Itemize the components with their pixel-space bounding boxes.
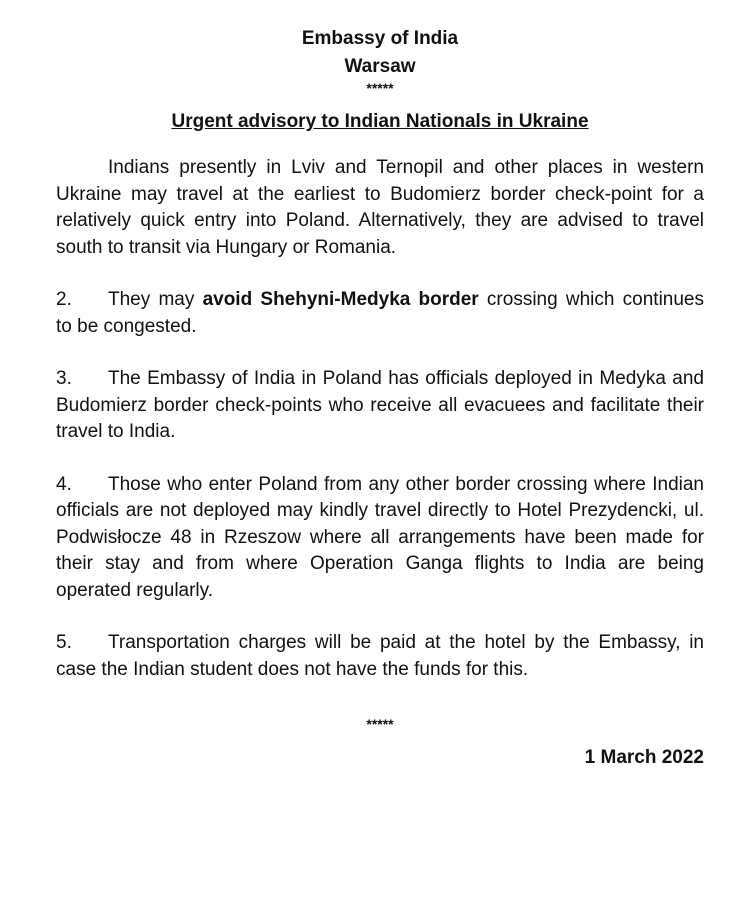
paragraph-2-number: 2. [56,289,72,310]
document-header [56,25,704,81]
paragraph-3-text: The Embassy of India in Poland has officials deployed in Medyka and Budomierz border check-points who receive all evacuees and facilitate their travel to India. [56,368,704,442]
paragraph-4-number: 4. [56,473,72,495]
advisory-title: Urgent advisory to Indian Nationals in Ukraine [171,111,589,132]
paragraph-4-text: Those who enter Poland from any other border crossing where Indian officials are not deployed may kindly travel directly to Hotel Prezydencki, ul. Podwisłocze 48 in Rzeszow where all arrangements have been made for their stay and from where Operation Ganga flights to India are being operated regularly. [56,473,704,601]
embassy-name: Embassy of India [301,28,459,49]
paragraph-3-number: 3. [56,368,72,389]
embassy-city: Warsaw [344,56,416,77]
header-stars: ***** [366,80,394,96]
paragraph-2 [56,287,704,340]
paragraph-2-text-after: crossing which continues to be congested. [56,289,705,337]
footer-stars: ***** [366,716,394,732]
paragraph-2-text-before: They may [108,289,203,310]
paragraph-4 [56,472,704,605]
paragraph-5-number: 5. [56,632,72,653]
advisory-document [56,25,704,771]
paragraph-2-bold-text: avoid Shehyni-Medyka border [202,289,479,310]
paragraph-1: Indians presently in Lviv and Ternopil and other places in western Ukraine may travel at the earliest to Budomierz border check-point for a relatively quick entry into Poland. Alternatively, they are advised to travel south to transit via Hungary or Romania. [56,157,704,258]
document-date: 1 March 2022 [584,747,704,768]
paragraph-5-text: Transportation charges will be paid at the hotel by the Embassy, in case the Indian student does not have the funds for this. [56,632,704,680]
paragraph-3 [56,366,704,446]
paragraph-5 [56,630,704,683]
